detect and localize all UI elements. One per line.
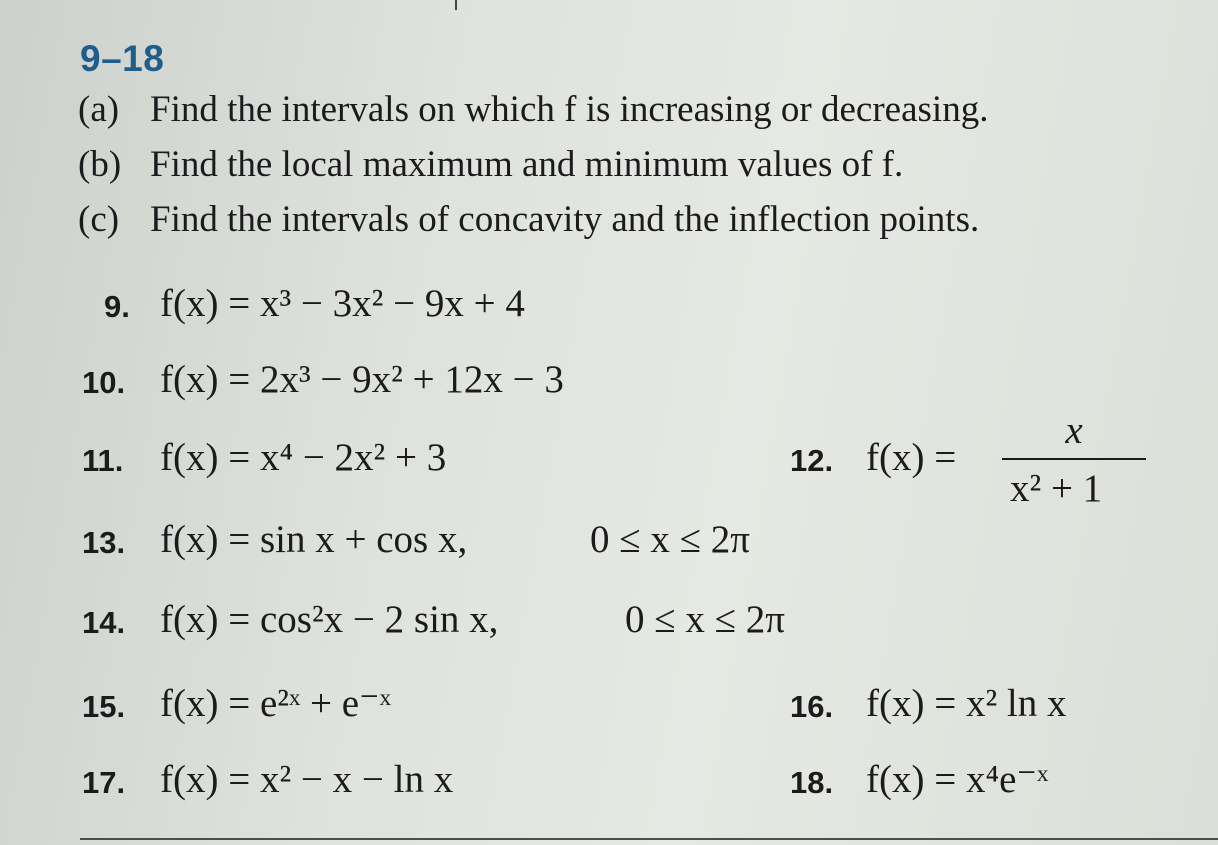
problem-12-lhs: f(x) = — [866, 436, 957, 479]
problem-12-numerator: x — [1065, 409, 1083, 452]
function-rhs: x⁴ − 2x² + 3 — [259, 436, 447, 479]
problem-14-equation — [160, 597, 498, 642]
function-rhs: e²ˣ + e⁻ˣ — [259, 682, 391, 725]
function-lhs: f(x) = — [160, 598, 251, 641]
function-lhs: f(x) = — [160, 282, 251, 325]
problem-17-number: 17. — [82, 765, 126, 800]
fraction-bar — [1002, 458, 1146, 460]
function-lhs: f(x) = — [160, 682, 251, 725]
problem-10-equation — [160, 357, 564, 402]
problem-13-number: 13. — [82, 525, 126, 560]
function-lhs: f(x) = — [160, 518, 251, 561]
problem-15-number: 15. — [82, 689, 126, 724]
problem-14-number: 14. — [82, 605, 126, 640]
instruction-text: Find the intervals on which f is increasing or decreasing. — [150, 89, 989, 130]
problem-10-number: 10. — [82, 365, 126, 400]
problem-17-equation — [160, 757, 453, 802]
top-edge-mark — [455, 0, 457, 10]
instruction-a — [78, 88, 988, 131]
function-lhs: f(x) = — [160, 758, 251, 801]
problem-11-number: 11. — [82, 443, 124, 478]
problem-15-equation — [160, 681, 391, 726]
function-lhs: f(x) = — [160, 358, 251, 401]
problem-12-number: 12. — [790, 443, 834, 478]
problem-11-equation — [160, 435, 446, 480]
problem-13-equation — [160, 517, 467, 562]
instruction-c — [78, 198, 979, 241]
problem-9-number: 9. — [104, 289, 130, 324]
function-rhs: sin x + cos x, — [259, 518, 468, 561]
problem-13-domain: 0 ≤ x ≤ 2π — [590, 518, 750, 561]
function-lhs: f(x) = — [866, 682, 957, 725]
problem-16-equation — [866, 681, 1067, 726]
instruction-label: (b) — [78, 144, 122, 185]
problem-16-number: 16. — [790, 689, 834, 724]
function-rhs: x³ − 3x² − 9x + 4 — [259, 282, 525, 325]
function-rhs: x⁴e⁻ˣ — [965, 758, 1049, 801]
function-rhs: 2x³ − 9x² + 12x − 3 — [259, 358, 564, 401]
function-lhs: f(x) = — [866, 758, 957, 801]
problem-18-equation — [866, 757, 1048, 802]
instruction-b — [78, 143, 903, 186]
problem-18-number: 18. — [790, 765, 834, 800]
instruction-text: Find the intervals of concavity and the inflection points. — [150, 199, 980, 240]
instruction-text: Find the local maximum and minimum values of f. — [150, 144, 904, 185]
instruction-label: (a) — [78, 89, 120, 130]
function-rhs: x² ln x — [965, 682, 1067, 725]
bottom-divider — [80, 838, 1218, 840]
exercise-range: 9–18 — [80, 38, 165, 79]
problem-9-equation — [160, 281, 525, 326]
instruction-label: (c) — [78, 199, 120, 240]
function-rhs: x² − x − ln x — [259, 758, 454, 801]
function-lhs: f(x) = — [160, 436, 251, 479]
function-rhs: cos²x − 2 sin x, — [259, 598, 499, 641]
problem-12-denominator: x² + 1 — [1010, 467, 1103, 510]
problem-14-domain: 0 ≤ x ≤ 2π — [625, 598, 785, 641]
